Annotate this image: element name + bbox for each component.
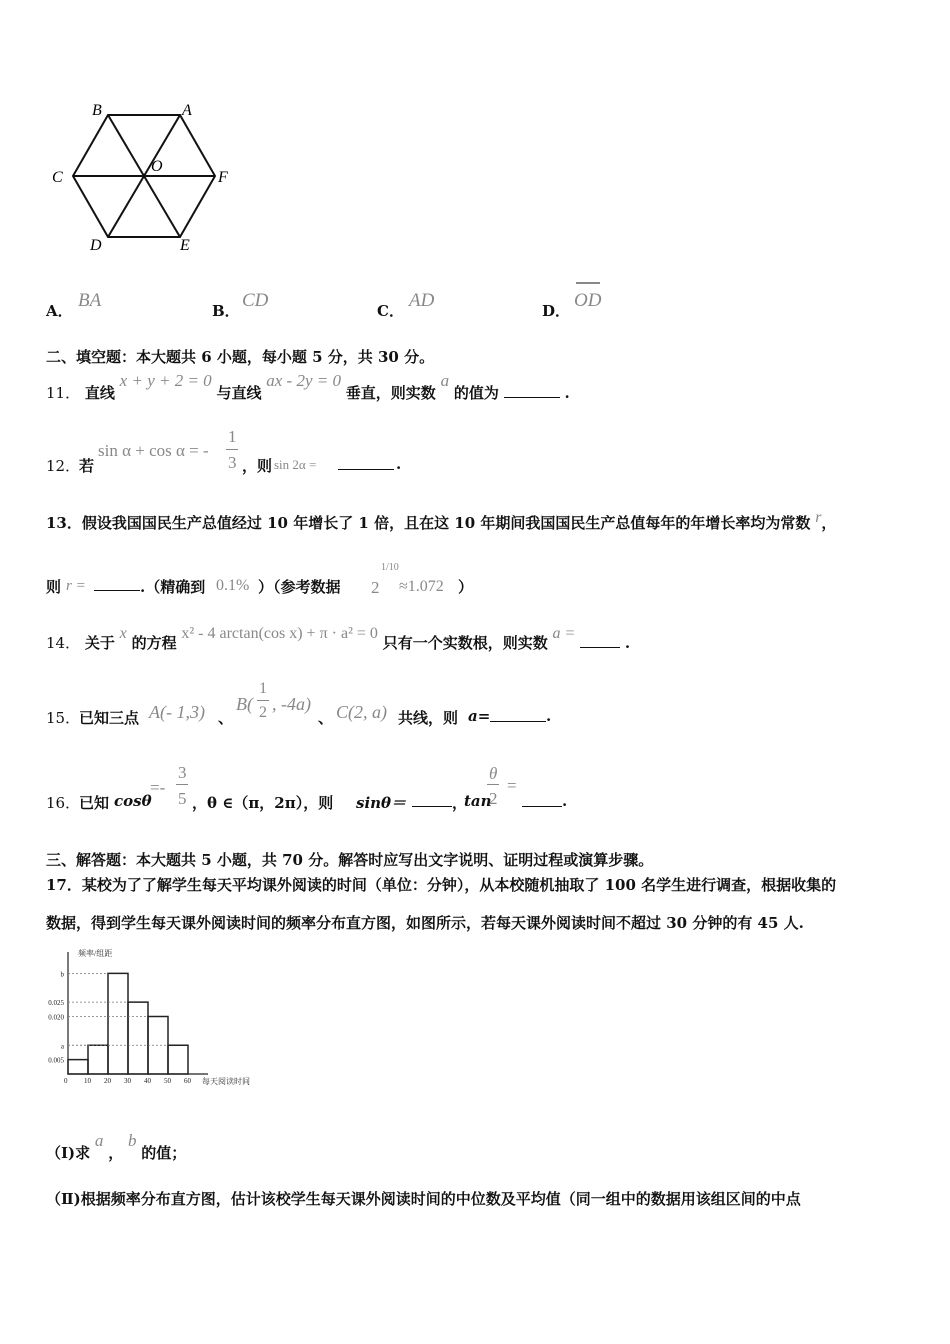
q12-frac-num: 1: [228, 427, 237, 446]
q16-tan: tan: [464, 792, 492, 810]
q16-frac-den: 5: [178, 789, 187, 808]
q16-tan-num: θ: [489, 764, 498, 783]
q17-part-2: （Ⅱ)根据频率分布直方图，估计该校学生每天课外阅读时间的中位数及平均值（同一组中的数据用该组区间的中点: [46, 1190, 801, 1208]
q13-text-3: ）（参考数据: [258, 578, 341, 596]
q16-tan-eq: =: [507, 776, 517, 795]
q14-eq: x² - 4 arctan(cos x) + π · a² = 0: [181, 625, 378, 642]
label-c: C: [52, 169, 63, 186]
q11-text-1: 直线: [84, 384, 115, 402]
q13-text-2: .（精确到: [140, 578, 206, 596]
q16-sin-blank[interactable]: [412, 792, 452, 807]
option-b-letter: B．: [212, 302, 240, 320]
q13-text-4: ）: [458, 578, 474, 596]
q16-tan-bar: [487, 784, 499, 785]
q13-number: 13．: [46, 514, 82, 532]
q12-number: 12．: [46, 457, 81, 475]
q12-frac-den: 3: [228, 453, 237, 472]
hist-x-tick: 60: [184, 1077, 191, 1085]
q15-point-b-post: , -4a): [272, 694, 311, 714]
hist-y-tick: a: [60, 1042, 64, 1051]
q16-sin: sinθ＝: [356, 794, 407, 812]
label-a: A: [182, 102, 192, 119]
q13-answer-blank[interactable]: [94, 576, 140, 591]
question-15: [46, 680, 566, 730]
hist-bar: [68, 1060, 88, 1074]
vector-arrow-mark: [576, 282, 600, 288]
option-d-letter: D．: [542, 302, 571, 320]
hist-y-tick: 0.005: [48, 1056, 64, 1065]
question-11: [46, 370, 570, 400]
hist-y-tick: 0.025: [48, 999, 64, 1008]
q13-var-r: r: [815, 509, 822, 526]
q11-number: 11．: [46, 384, 81, 402]
q12-answer-blank[interactable]: [338, 455, 394, 470]
hist-bar: [88, 1045, 108, 1074]
part-1-sep: ，: [108, 1144, 124, 1162]
q13-eq: r =: [66, 578, 86, 594]
q17-part-1: [46, 1130, 186, 1162]
q16-tan-blank[interactable]: [522, 792, 562, 807]
hist-x-tick: 40: [144, 1077, 151, 1085]
hist-y-tick: 0.020: [48, 1013, 64, 1022]
q12-text-1: 若: [79, 457, 95, 475]
q15-answer-blank[interactable]: [490, 707, 546, 722]
q16-text-1: 已知: [79, 794, 110, 812]
q14-text-1: 关于: [84, 634, 115, 652]
section-2-heading: 二、填空题：本大题共 6 小题，每小题 5 分，共 30 分。: [46, 348, 435, 366]
label-f: F: [218, 169, 228, 186]
q11-text-2: 与直线: [216, 384, 262, 402]
q15-number: 15．: [46, 709, 81, 727]
q12-eq: sin α + cos α = -: [98, 441, 209, 460]
hist-bar: [168, 1045, 188, 1074]
question-16: [46, 762, 586, 812]
q16-frac-num: 3: [178, 763, 187, 782]
q14-var: x: [119, 625, 127, 642]
q11-text-3: 垂直，则实数: [345, 384, 436, 402]
q13-base: 2: [371, 578, 380, 597]
q13-comma: ，: [821, 514, 837, 532]
frequency-histogram: [42, 944, 277, 1090]
q12-eq-2: sin 2α =: [274, 457, 317, 472]
q16-frac-bar: [176, 784, 188, 785]
q13-line-1-text: 假设我国国民生产总值经过 10 年增长了 1 倍，且在这 10 年期间我国国民生产总值每年的年增长率均为常数: [81, 514, 811, 532]
q16-end: .: [562, 792, 568, 810]
q14-answer-blank[interactable]: [580, 633, 620, 648]
q14-number: 14．: [46, 634, 81, 652]
q14-text-3: 只有一个实数根，则实数: [382, 634, 548, 652]
question-13-line-1: [46, 509, 837, 533]
hist-x-tick: 30: [124, 1077, 131, 1085]
q11-text-4: 的值为: [453, 384, 499, 402]
q15-point-b-pre: B(: [236, 694, 253, 714]
option-d-expr: OD: [574, 290, 602, 311]
part-1-var-b: b: [127, 1131, 137, 1150]
q13-approx: ≈1.072: [399, 578, 444, 595]
option-b-expr: CD: [242, 290, 269, 311]
question-14: [46, 622, 630, 658]
part-1-prefix: （Ⅰ)求: [46, 1144, 91, 1162]
question-13-line-2: [46, 562, 506, 602]
hist-x-tick: 20: [104, 1077, 111, 1085]
option-a-letter: A．: [46, 302, 73, 320]
q16-eq: =-: [150, 778, 166, 797]
part-1-var-a: a: [94, 1131, 104, 1150]
hist-xlabel: 每天阅读时间: [202, 1077, 250, 1086]
q15-text-1: 已知三点: [79, 709, 140, 727]
q15-end: .: [546, 707, 552, 725]
label-b: B: [92, 102, 102, 119]
part-1-suffix: 的值；: [141, 1144, 187, 1162]
q15-point-b-den: 2: [259, 704, 267, 721]
hexagon-figure: [40, 95, 240, 260]
q17-line-1: 17．某校为了了解学生每天平均课外阅读的时间（单位：分钟），从本校随机抽取了 100 名学生进行调查，根据收集的: [46, 876, 837, 894]
option-c-expr: AD: [409, 290, 435, 311]
q12-text-2: ，则: [242, 457, 273, 475]
hist-bar: [128, 1002, 148, 1074]
q16-cos: cosθ: [114, 792, 152, 810]
hist-x-tick: 50: [164, 1077, 171, 1085]
hist-bar: [108, 973, 128, 1074]
q15-sep-1: 、: [218, 709, 234, 727]
q11-answer-blank[interactable]: [504, 383, 560, 398]
q16-number: 16．: [46, 794, 81, 812]
q14-eq-2: a =: [552, 625, 576, 642]
label-e: E: [180, 237, 190, 254]
section-3-heading: 三、解答题：本大题共 5 小题，共 70 分。解答时应写出文字说明、证明过程或演算步骤。: [46, 851, 654, 869]
q15-frac-bar: [257, 700, 269, 701]
option-a-expr: BA: [78, 290, 102, 311]
q12-end: .: [396, 455, 402, 473]
q16-text-2: ，θ ∈（π，2π），则: [192, 794, 334, 812]
q11-var: a: [440, 371, 450, 390]
q14-text-2: 的方程: [131, 634, 177, 652]
label-d: D: [90, 237, 102, 254]
q15-point-c: C(2, a): [336, 702, 387, 722]
q13-exponent: 1/10: [381, 562, 399, 573]
q13-text-1: 则: [46, 578, 62, 596]
q15-var: a=: [468, 707, 491, 725]
label-o: O: [151, 158, 163, 175]
q11-eq-1: x + y + 2 = 0: [119, 371, 212, 390]
q12-frac-bar: [226, 449, 238, 450]
q15-text-2: 共线，则: [398, 709, 459, 727]
q11-eq-2: ax - 2y = 0: [266, 371, 341, 390]
hist-x-tick: 0: [64, 1077, 68, 1085]
hist-y-tick: b: [60, 970, 64, 979]
q15-point-a: A(- 1,3): [149, 702, 205, 722]
q15-point-b-num: 1: [259, 680, 267, 697]
q17-line-2: 数据，得到学生每天课外阅读时间的频率分布直方图，如图所示，若每天课外阅读时间不超过 30 分钟的有 45 人.: [46, 914, 804, 932]
q16-text-3: ，: [452, 794, 468, 812]
q16-tan-den: 2: [489, 789, 498, 808]
q15-sep-2: 、: [318, 709, 334, 727]
hist-x-tick: 10: [84, 1077, 91, 1085]
option-c-letter: C．: [377, 302, 404, 320]
q11-end: .: [564, 384, 570, 402]
q13-precision: 0.1%: [216, 577, 250, 594]
hist-ylabel: 频率/组距: [78, 949, 113, 958]
q14-end: .: [624, 634, 631, 652]
